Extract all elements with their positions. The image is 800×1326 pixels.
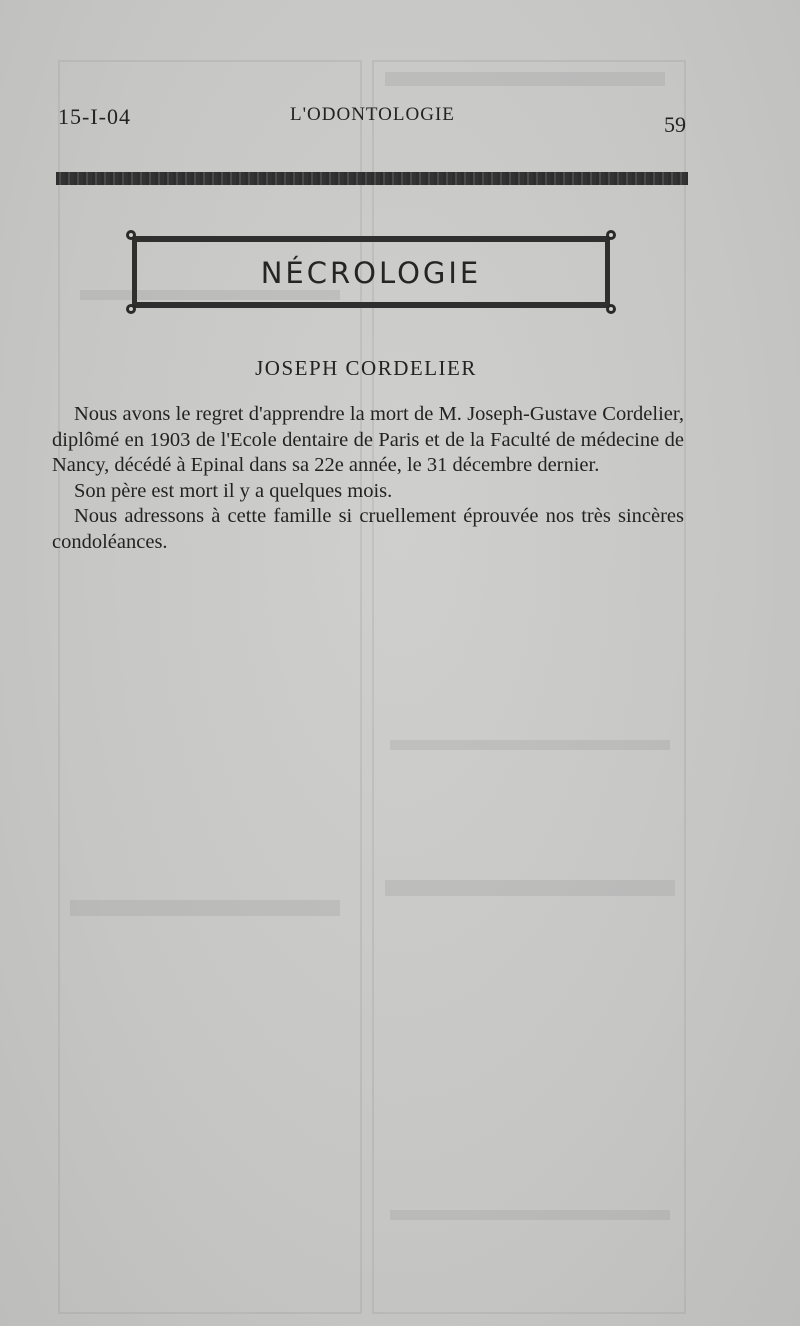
journal-title: L'ODONTOLOGIE — [290, 104, 455, 125]
deceased-name: JOSEPH CORDELIER — [255, 356, 477, 380]
page-number: 59 — [664, 112, 686, 137]
section-title-frame — [124, 228, 618, 316]
paragraph: Nous adressons à cette famille si cruellement éprouvée nos très sincères condoléances. — [52, 505, 684, 553]
article-body — [52, 402, 684, 555]
frame-corner-ornament — [606, 230, 616, 240]
running-head — [58, 104, 686, 137]
paragraph: Son père est mort il y a quelques mois. — [74, 479, 393, 502]
frame-top-rule — [134, 236, 608, 242]
frame-corner-ornament — [606, 304, 616, 314]
frame-bottom-rule — [134, 302, 608, 308]
issue-date: 15-I-04 — [58, 104, 131, 129]
frame-corner-ornament — [126, 304, 136, 314]
frame-corner-ornament — [126, 230, 136, 240]
header-rule — [56, 172, 688, 185]
section-title: NÉCROLOGIE — [260, 256, 482, 290]
paragraph: Nous avons le regret d'apprendre la mort de M. Joseph-Gustave Cordelier, diplômé en 1903 de l'Ecole dentaire de Paris et de la Faculté de médecine de Nancy, décédé à Epinal dans sa 22e année, le 31 décembre dernier. — [52, 403, 684, 476]
